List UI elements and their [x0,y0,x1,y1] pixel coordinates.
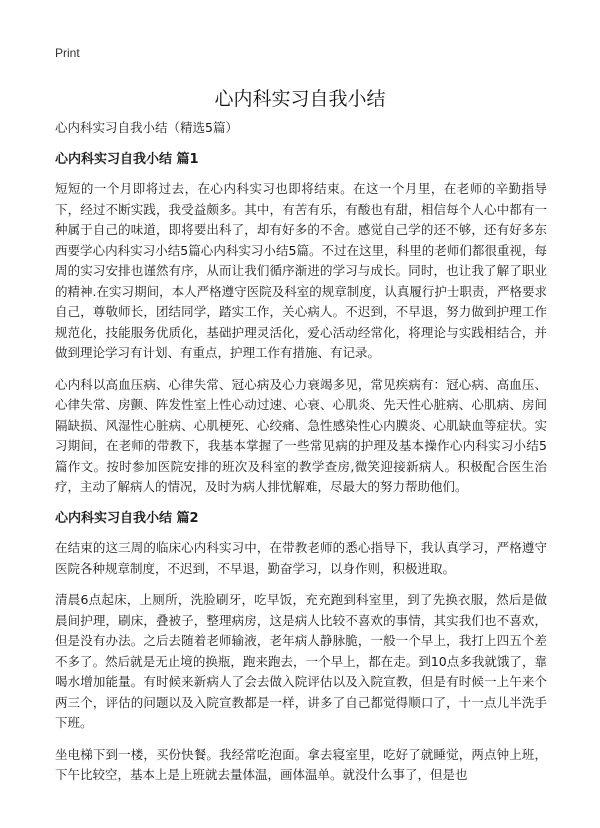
document-body [55,118,547,797]
section-heading: 心内科实习自我小结 篇2 [55,510,199,526]
paragraph: 短短的一个月即将过去，在心内科实习也即将结束。在这一个月里，在老师的辛勤指导下，经过不断实践，我受益颇多。其中，有苦有乐，有酸也有甜，相信每个人心中都有一种属于自己的味道，即将要出科了，却有好多的不舍。感觉自己学的还不够，还有好多东西要学心内科实习小结5篇心内科实习小结5篇。不过在这里，科里的老师们都很重视，每周的实习安排也谨然有序，从而让我们循序渐进的学习与成长。同时，也让我了解了职业的精神.在实习期间，本人严格遵守医院及科室的规章制度，认真履行护士职责，严格要求自己，尊敬师长，团结同学，踏实工作，关心病人。不迟到，不早退，努力做到护理工作规范化，技能服务优质化，基础护理灵活化，爱心活动经常化，将理论与实践相结合，并做到理论学习有计划、有重点，护理工作有措施、有记录。 [55,181,547,360]
paragraph: 坐电梯下到一楼，买份快餐。我经常吃泡面。拿去寝室里，吃好了就睡觉，两点钟上班，下午比较空，基本上是上班就去量体温，画体温单。就没什么事了，但是也 [55,746,547,782]
section-heading: 心内科实习自我小结 篇1 [55,151,199,167]
section-2 [55,509,547,786]
document-title: 心内科实习自我小结 [214,88,386,110]
paragraph: 心内科以高血压病、心律失常、冠心病及心力衰竭多见，常见疾病有：冠心病、高血压、心律失常、房颤、阵发性室上性心动过速、心衰、心肌炎、先天性心脏病、心肌病、房间隔缺损、风湿性心脏病、心肌梗死、心绞痛、急性感染性心内膜炎、心肌缺血等症状。实习期间，在老师的带教下，我基本掌握了一些常见病的护理及基本操作心内科实习小结5篇作文。按时参加医院安排的班次及科室的教学查房,微笑迎接新病人。积极配合医生治疗，主动了解病人的情况，及时为病人排忧解难，尽最大的努力帮助他们。 [55,376,547,494]
section-1 [55,150,547,498]
paragraph: 在结束的这三周的临床心内科实习中，在带教老师的悉心指导下，我认真学习，严格遵守医院各种规章制度，不迟到，不早退，勤奋学习，以身作则，积极进取。 [55,540,547,576]
document-subtitle: 心内科实习自我小结（精选5篇） [55,120,238,135]
print-label[interactable]: Print [55,46,80,60]
paragraph: 清晨6点起床，上厕所，洗脸刷牙，吃早饭，充充跑到科室里，到了先换衣服，然后是做晨间护理，刷床，叠被子，整理病房，这是病人比较不喜欢的事情，其实我们也不喜欢，但是没有办法。之后去随着老师输液，老年病人静脉脆，一般一个早上，我打上四五个差不多了。然后就是无止境的换瓶，跑来跑去，一个早上，都在走。到10点多我就饿了，靠喝水增加能量。有时候来新病人了会去做入院评估以及入院宣教，但是有时候一上午来个两三个，评估的问题以及入院宣教都是一样，讲多了自己都觉得顺口了，十一点儿半洗手下班。 [55,592,547,730]
